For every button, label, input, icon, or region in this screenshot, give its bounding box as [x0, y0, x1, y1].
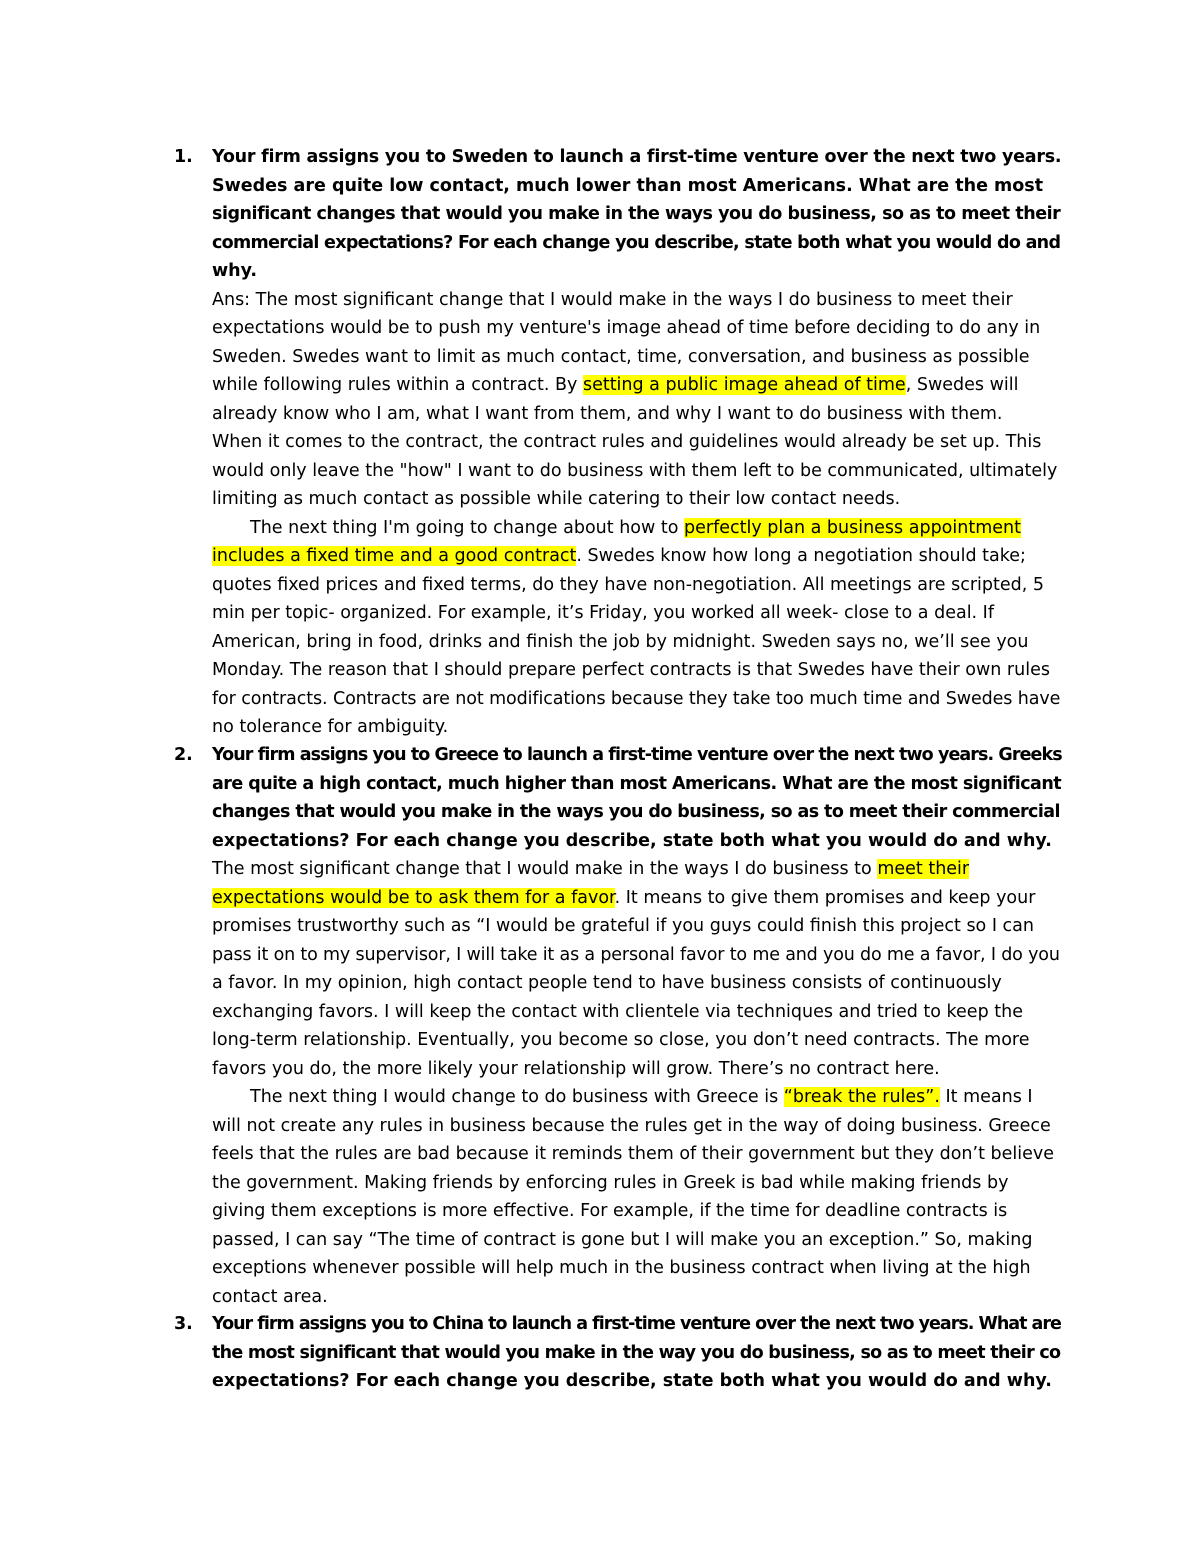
question-text: expectations? For each change you describe, state both what you would do and why. — [212, 830, 1052, 851]
answer-text: for contracts. Contracts are not modifications because they take too much time and Swedes have — [212, 688, 1061, 709]
answer-text: promises trustworthy such as “I would be grateful if you guys could finish this project so I can — [212, 916, 1034, 936]
answer-text: long-term relationship. Eventually, you become so close, you don’t need contracts. The more — [212, 1030, 1030, 1050]
highlighted-text: setting a public image ahead of time — [582, 375, 906, 395]
highlighted-text: includes a fixed time and a good contract — [212, 546, 577, 566]
answer-text: feels that the rules are bad because it reminds them of their government but they don’t believe — [212, 1144, 1054, 1164]
answer-text: giving them exceptions is more effective. For example, if the time for deadline contracts is — [212, 1201, 1008, 1221]
answer-text — [250, 514, 1021, 543]
question-text: expectations? For each change you describe, state both what you would do and why. — [212, 1371, 1052, 1391]
answer-text: expectations would be to push my venture's image ahead of time before deciding to do any in — [212, 318, 1041, 338]
answer-text: exchanging favors. I will keep the contact with clientele via techniques and tried to keep the — [212, 1001, 1023, 1022]
answer-text: Monday. The reason that I should prepare perfect contracts is that Swedes have their own rules — [212, 660, 1050, 680]
answer-text-segment: The next thing I'm going to change about how to — [250, 517, 684, 538]
question-text: Your firm assigns you to Sweden to launch a first-time venture over the next two years. — [212, 147, 1062, 167]
highlighted-text: expectations would be to ask them for a favor — [212, 887, 615, 908]
highlighted-text: perfectly plan a business appointment — [684, 517, 1021, 538]
highlighted-text: meet their — [877, 859, 970, 879]
answer-text: already know who I am, what I want from them, and why I want to do business with them. — [212, 403, 1003, 424]
answer-text-segment: The most significant change that I would make in the ways I do business to — [212, 859, 878, 879]
answer-text: American, bring in food, drinks and finish the job by midnight. Sweden says no, we’ll see you — [212, 631, 1029, 652]
list-number: 2. — [174, 745, 193, 765]
list-number: 3. — [174, 1314, 193, 1334]
answer-text: the government. Making friends by enforcing rules in Greek is bad while making friends by — [212, 1172, 1009, 1193]
answer-text-segment: . Swedes know how long a negotiation should take; — [576, 546, 1026, 566]
question-text: Swedes are quite low contact, much lower than most Americans. What are the most — [212, 175, 1044, 196]
answer-text: would only leave the "how" I want to do business with them left to be communicated, ultimately — [212, 460, 1058, 481]
answer-text-segment: It means I — [939, 1087, 1033, 1107]
answer-text — [212, 542, 1026, 571]
answer-text: passed, I can say “The time of contract is gone but I will make you an exception.” So, making — [212, 1229, 1033, 1250]
answer-text: pass it on to my supervisor, I will take it as a personal favor to me and you do me a favor, I do you — [212, 944, 1060, 965]
question-text: Your firm assigns you to China to launch a first-time venture over the next two years. What are — [212, 1314, 1061, 1334]
answer-text-segment: while following rules within a contract. By — [212, 375, 583, 395]
question-text: the most significant that would you make in the way you do business, so as to meet their co — [212, 1342, 1061, 1363]
answer-text — [250, 1083, 1033, 1112]
question-text: why. — [212, 261, 258, 281]
answer-text-segment: , Swedes will — [905, 375, 1019, 395]
question-text: Your firm assigns you to Greece to launch a first-time venture over the next two years. Greeks — [212, 745, 1062, 765]
answer-text: Sweden. Swedes want to limit as much contact, time, conversation, and business as possible — [212, 346, 1030, 367]
answer-text — [212, 371, 1019, 400]
question-text: significant changes that would you make in the ways you do business, so as to meet their — [212, 204, 1061, 224]
answer-text — [212, 884, 1035, 913]
question-text: changes that would you make in the ways you do business, so as to meet their commercial — [212, 802, 1060, 822]
answer-text: contact area. — [212, 1286, 328, 1307]
answer-text: will not create any rules in business because the rules get in the way of doing business. Greece — [212, 1115, 1051, 1136]
answer-text-segment: The next thing I would change to do business with Greece is — [250, 1087, 784, 1107]
answer-text: exceptions whenever possible will help much in the business contract when living at the high — [212, 1258, 1031, 1278]
highlighted-text: “break the rules”. — [783, 1087, 940, 1107]
answer-text-segment: . It means to give them promises and keep your — [614, 887, 1036, 908]
answer-text: limiting as much contact as possible while catering to their low contact needs. — [212, 489, 901, 509]
answer-text: favors you do, the more likely your relationship will grow. There’s no contract here. — [212, 1058, 940, 1079]
answer-text: no tolerance for ambiguity. — [212, 717, 449, 737]
list-number: 1. — [174, 147, 193, 167]
answer-text: When it comes to the contract, the contract rules and guidelines would already be set up. This — [212, 432, 1042, 452]
answer-text: quotes fixed prices and fixed terms, do they have non-negotiation. All meetings are scripted, 5 — [212, 574, 1044, 595]
question-text: are quite a high contact, much higher than most Americans. What are the most significant — [212, 773, 1062, 794]
answer-text: Ans: The most significant change that I would make in the ways I do business to meet their — [212, 289, 1013, 310]
question-text: commercial expectations? For each change you describe, state both what you would do and — [212, 232, 1061, 253]
answer-text — [212, 855, 969, 884]
answer-text: a favor. In my opinion, high contact people tend to have business consists of continuously — [212, 973, 1002, 993]
answer-text: min per topic- organized. For example, it’s Friday, you worked all week- close to a deal. If — [212, 603, 994, 623]
